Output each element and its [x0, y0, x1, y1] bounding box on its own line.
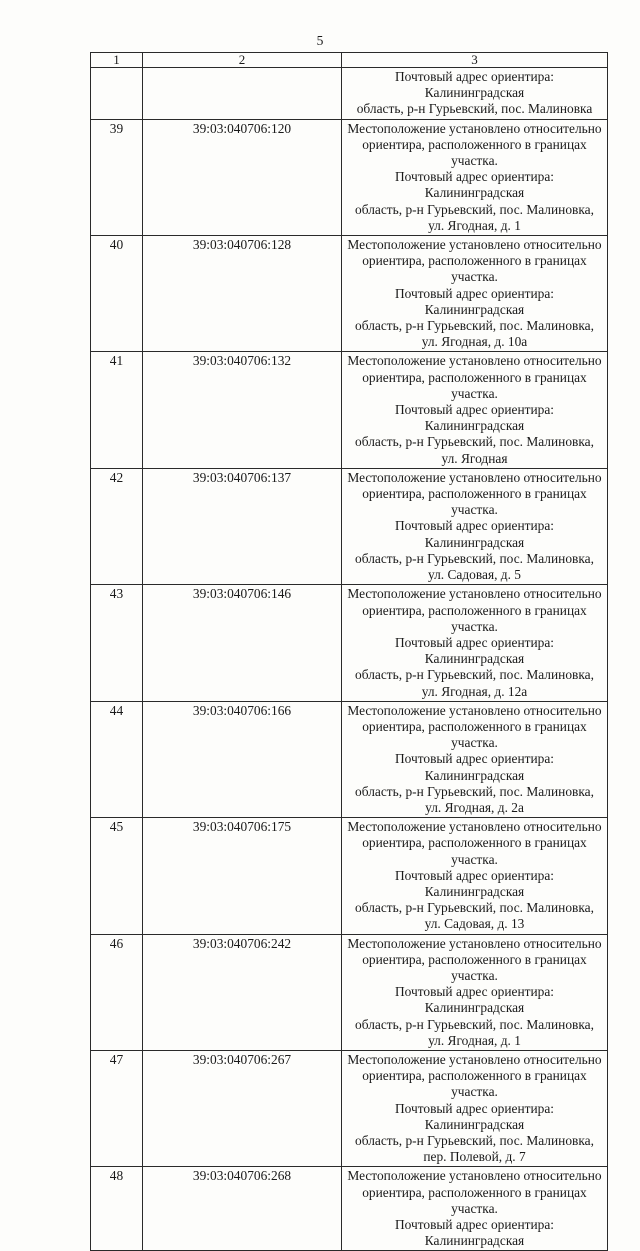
- table-row: [91, 352, 608, 468]
- cadastral-number: 39:03:040706:267: [143, 1050, 342, 1166]
- page-number: 5: [316, 33, 324, 48]
- cadastral-number: 39:03:040706:175: [143, 818, 342, 934]
- header-col-1: 1: [91, 53, 143, 68]
- location-description: Местоположение установлено относительно ориентира, расположенного в границах участка. Почтовый адрес ориентира: Калининградская область, р-н Гурьевский, пос. Малиновка, ул. Садовая, д. 5: [342, 468, 608, 584]
- location-description: Местоположение установлено относительно ориентира, расположенного в границах участка. Почтовый адрес ориентира: Калининградская область, р-н Гурьевский, пос. Малиновка, пер. Полевой, д. 7: [342, 1050, 608, 1166]
- row-number: 41: [91, 352, 143, 468]
- location-description: Местоположение установлено относительно ориентира, расположенного в границах участка. Почтовый адрес ориентира: Калининградская: [342, 1167, 608, 1251]
- table-header-row: [91, 53, 608, 68]
- cadastral-number: 39:03:040706:242: [143, 934, 342, 1050]
- table-row: [91, 119, 608, 235]
- table-row: [91, 1167, 608, 1251]
- table-row: [91, 701, 608, 817]
- cadastral-number: 39:03:040706:137: [143, 468, 342, 584]
- location-description: Местоположение установлено относительно ориентира, расположенного в границах участка. Почтовый адрес ориентира: Калининградская область, р-н Гурьевский, пос. Малиновка, ул. Ягодная, д. 12а: [342, 585, 608, 701]
- row-number: 45: [91, 818, 143, 934]
- table-row: [91, 1050, 608, 1166]
- table-row: [91, 585, 608, 701]
- cadastral-number: [143, 68, 342, 120]
- location-description: Местоположение установлено относительно ориентира, расположенного в границах участка. Почтовый адрес ориентира: Калининградская область, р-н Гурьевский, пос. Малиновка, ул. Ягодная, д. 10а: [342, 236, 608, 352]
- table-row-continuation: [91, 68, 608, 120]
- location-description: Местоположение установлено относительно ориентира, расположенного в границах участка. Почтовый адрес ориентира: Калининградская область, р-н Гурьевский, пос. Малиновка, ул. Садовая, д. 13: [342, 818, 608, 934]
- cadastral-number: 39:03:040706:132: [143, 352, 342, 468]
- table-row: [91, 468, 608, 584]
- location-description: Местоположение установлено относительно ориентира, расположенного в границах участка. Почтовый адрес ориентира: Калининградская область, р-н Гурьевский, пос. Малиновка, ул. Ягодная, д. 1: [342, 934, 608, 1050]
- row-number: 48: [91, 1167, 143, 1251]
- parcel-table: [90, 52, 608, 1251]
- row-number: 39: [91, 119, 143, 235]
- row-number: [91, 68, 143, 120]
- row-number: 42: [91, 468, 143, 584]
- location-description: Местоположение установлено относительно ориентира, расположенного в границах участка. Почтовый адрес ориентира: Калининградская область, р-н Гурьевский, пос. Малиновка, ул. Ягодная: [342, 352, 608, 468]
- cadastral-number: 39:03:040706:166: [143, 701, 342, 817]
- location-description: Почтовый адрес ориентира: Калининградская область, р-н Гурьевский, пос. Малиновка: [342, 68, 608, 120]
- row-number: 44: [91, 701, 143, 817]
- cadastral-number: 39:03:040706:268: [143, 1167, 342, 1251]
- location-description: Местоположение установлено относительно ориентира, расположенного в границах участка. Почтовый адрес ориентира: Калининградская область, р-н Гурьевский, пос. Малиновка, ул. Ягодная, д. 2а: [342, 701, 608, 817]
- row-number: 43: [91, 585, 143, 701]
- cadastral-number: 39:03:040706:120: [143, 119, 342, 235]
- row-number: 47: [91, 1050, 143, 1166]
- cadastral-number: 39:03:040706:128: [143, 236, 342, 352]
- table-row: [91, 818, 608, 934]
- row-number: 40: [91, 236, 143, 352]
- header-col-3: 3: [342, 53, 608, 68]
- location-description: Местоположение установлено относительно ориентира, расположенного в границах участка. Почтовый адрес ориентира: Калининградская область, р-н Гурьевский, пос. Малиновка, ул. Ягодная, д. 1: [342, 119, 608, 235]
- cadastral-number: 39:03:040706:146: [143, 585, 342, 701]
- header-col-2: 2: [143, 53, 342, 68]
- table-row: [91, 236, 608, 352]
- row-number: 46: [91, 934, 143, 1050]
- table-row: [91, 934, 608, 1050]
